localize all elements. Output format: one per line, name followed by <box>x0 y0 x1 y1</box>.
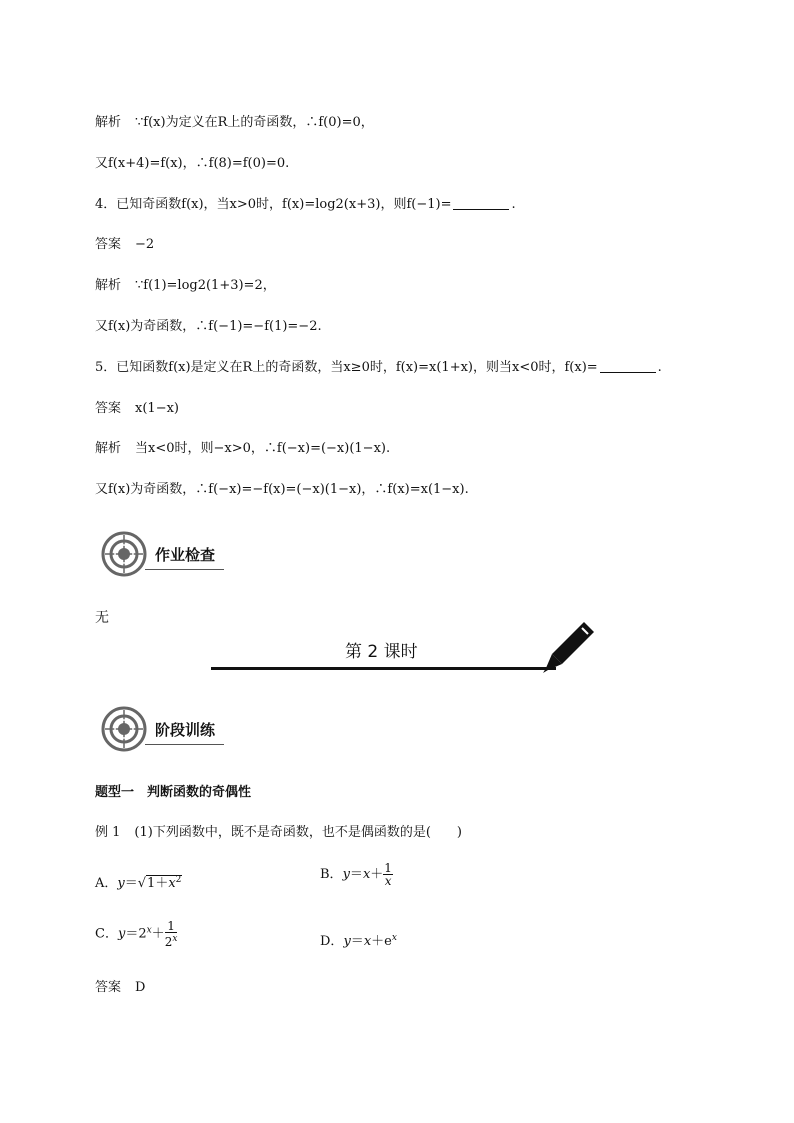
training-section-header <box>101 706 215 752</box>
answer-label: 答案 <box>95 980 122 995</box>
section-underline <box>145 744 224 745</box>
solution-label: 解析 <box>95 115 122 130</box>
pencil-icon <box>540 620 596 676</box>
answer-label: 答案 <box>95 237 122 252</box>
solution-text: ∵f(x)为定义在R上的奇函数，∴f(0)=0， <box>135 115 374 130</box>
solution-4b: 又f(x)为奇函数，∴f(−1)=−f(1)=−2. <box>95 319 322 334</box>
option-label: C． <box>95 926 118 942</box>
lesson-banner-line <box>211 667 556 670</box>
lesson-title: 第 2 课时 <box>345 642 418 662</box>
option-label: A． <box>95 876 118 891</box>
answer-blank <box>600 360 656 373</box>
example-text: (1)下列函数中，既不是奇函数，也不是偶函数的是( ) <box>134 825 462 840</box>
homework-section-header <box>101 531 215 577</box>
answer-5 <box>95 400 179 418</box>
solution-5 <box>95 440 390 458</box>
solution-text: 当x<0时，则−x>0，∴f(−x)=(−x)(1−x). <box>135 441 391 456</box>
option-b: B．y＝x＋ $\frac{1}{x}$ <box>320 861 392 888</box>
solution-line-2: 又f(x+4)=f(x)，∴f(8)=f(0)=0. <box>95 156 290 171</box>
option-label: B． <box>320 867 343 882</box>
target-icon <box>101 531 147 577</box>
question-5-text: 5．已知函数f(x)是定义在R上的奇函数，当x≥0时，f(x)=x(1+x)，则当x<0时，f(x)= <box>95 360 598 375</box>
solution-5b: 又f(x)为奇函数，∴f(−x)=−f(x)=(−x)(1−x)，∴f(x)=x(1−x). <box>95 482 469 497</box>
answer-value: x(1−x) <box>135 401 179 416</box>
section-title: 作业检查 <box>155 545 216 564</box>
option-label: D． <box>320 934 344 949</box>
type-title: 题型一 判断函数的奇偶性 <box>95 785 252 800</box>
question-5: 5．已知函数f(x)是定义在R上的奇函数，当x≥0时，f(x)=x(1+x)，则当x<0时，f(x)= . <box>95 360 662 375</box>
option-c: C．$y=2^x+$ $\frac{1}{2^x}$ <box>95 919 178 949</box>
question-4: 4．已知奇函数f(x)，当x>0时，f(x)=log2(x+3)，则f(−1)= . <box>95 197 516 212</box>
solution-text: ∵f(1)=log2(1+3)=2， <box>135 278 276 293</box>
example-1 <box>95 824 462 842</box>
solution-line-1 <box>95 114 374 132</box>
example-label: 例 1 <box>95 825 121 840</box>
section-title: 阶段训练 <box>155 720 216 739</box>
example-answer <box>95 979 145 997</box>
answer-value: −2 <box>135 237 155 252</box>
option-a: A．$y=√1+x^2$ <box>95 875 182 891</box>
solution-label: 解析 <box>95 441 122 456</box>
answer-value: D <box>135 980 146 995</box>
solution-label: 解析 <box>95 278 122 293</box>
homework-content: 无 <box>95 610 109 626</box>
target-icon <box>101 706 147 752</box>
answer-4 <box>95 236 154 254</box>
answer-blank <box>453 197 509 210</box>
solution-4 <box>95 277 276 295</box>
section-underline <box>145 569 224 570</box>
answer-label: 答案 <box>95 401 122 416</box>
option-d: D．$y=x+e^x$ <box>320 933 397 949</box>
question-4-text: 4．已知奇函数f(x)，当x>0时，f(x)=log2(x+3)，则f(−1)= <box>95 197 452 212</box>
